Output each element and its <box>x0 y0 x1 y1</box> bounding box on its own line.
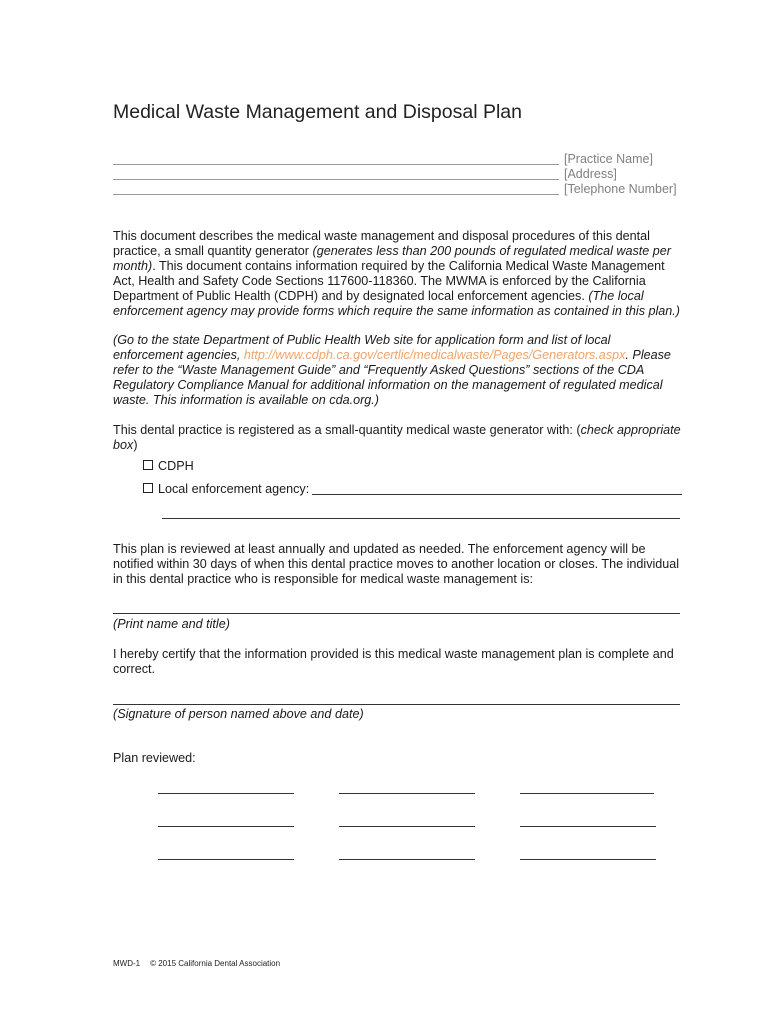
local-agency-label: Local enforcement agency: <box>158 482 310 496</box>
review-paragraph: This plan is reviewed at least annually and updated as needed. The enforcement agency will be notified within 30 days of when this dental practice moves to another location or closes. The individual in this dental practice who is responsible for medical waste management is: <box>113 542 680 586</box>
intro-text-b: (generates less than 200 pounds of regulated medical waste per month) <box>113 244 671 273</box>
intro-text-d: (The local enforcement agency may provide forms which require the same information as contained in this plan.) <box>113 289 681 318</box>
intro-paragraph <box>113 229 683 319</box>
telephone-label: [Telephone Number] <box>564 182 677 196</box>
address-line <box>113 179 559 180</box>
registration-paragraph <box>113 423 683 453</box>
local-agency-blank-2[interactable] <box>162 518 680 519</box>
registration-text-b: check appropriate box <box>113 423 681 452</box>
practice-name-line <box>113 164 559 165</box>
local-agency-blank[interactable] <box>312 482 682 495</box>
copyright-text: © 2015 California Dental Association <box>150 959 281 968</box>
signature-line[interactable] <box>113 704 680 705</box>
intro-text-c: . This document contains information required by the California Medical Waste Management Act, Health and Safety Code Sections 117600-118360. The MWMA is enforced by the California Department of Public Health (CDPH) and by designated local enforcement agencies. <box>113 259 665 303</box>
plan-reviewed-label: Plan reviewed: <box>113 751 196 765</box>
registration-text-a: This dental practice is registered as a small-quantity medical waste generator with: ( <box>113 423 581 437</box>
form-code: MWD-1 <box>113 959 141 968</box>
address-label: [Address] <box>564 167 617 181</box>
page-footer <box>113 959 280 968</box>
print-name-caption: (Print name and title) <box>113 617 230 631</box>
review-line[interactable] <box>158 859 294 860</box>
review-line[interactable] <box>158 793 294 794</box>
review-line[interactable] <box>339 826 475 827</box>
document-title: Medical Waste Management and Disposal Plan <box>113 101 522 123</box>
local-agency-option[interactable] <box>143 482 682 497</box>
review-line[interactable] <box>339 793 475 794</box>
print-name-line[interactable] <box>113 613 680 614</box>
telephone-field[interactable] <box>113 182 693 197</box>
cdph-checkbox[interactable] <box>143 460 153 470</box>
telephone-line <box>113 194 559 195</box>
review-line[interactable] <box>158 826 294 827</box>
certify-paragraph: I hereby certify that the information provided is this medical waste management plan is complete and correct. <box>113 647 674 676</box>
local-agency-checkbox[interactable] <box>143 483 153 493</box>
instructions-paragraph <box>113 333 683 408</box>
address-field[interactable] <box>113 167 693 182</box>
practice-name-label: [Practice Name] <box>564 152 653 166</box>
review-line[interactable] <box>339 859 475 860</box>
practice-name-field[interactable] <box>113 152 693 167</box>
instructions-text-a: (Go to the state Department of Public Health Web site for application form and list of local enforcement agencies, <box>113 333 611 362</box>
cdph-link[interactable]: http://www.cdph.ca.gov/certlic/medicalwaste/Pages/Generators.aspx <box>243 348 626 362</box>
review-line[interactable] <box>520 859 656 860</box>
instructions-text-b: . Please refer to the “Waste Management Guide” and “Frequently Asked Questions” sections of the CDA Regulatory Compliance Manual for additional information on the management of regulated medical waste. This information is available on cda.org.) <box>113 348 671 407</box>
review-line[interactable] <box>520 793 654 794</box>
cdph-label: CDPH <box>158 459 194 473</box>
signature-caption: (Signature of person named above and date) <box>113 707 364 721</box>
registration-text-c: ) <box>133 438 138 452</box>
intro-text-a: This document describes the medical waste management and disposal procedures of this dental practice, a small quantity generator <box>113 229 650 258</box>
review-line[interactable] <box>520 826 656 827</box>
cdph-option[interactable] <box>143 459 194 474</box>
